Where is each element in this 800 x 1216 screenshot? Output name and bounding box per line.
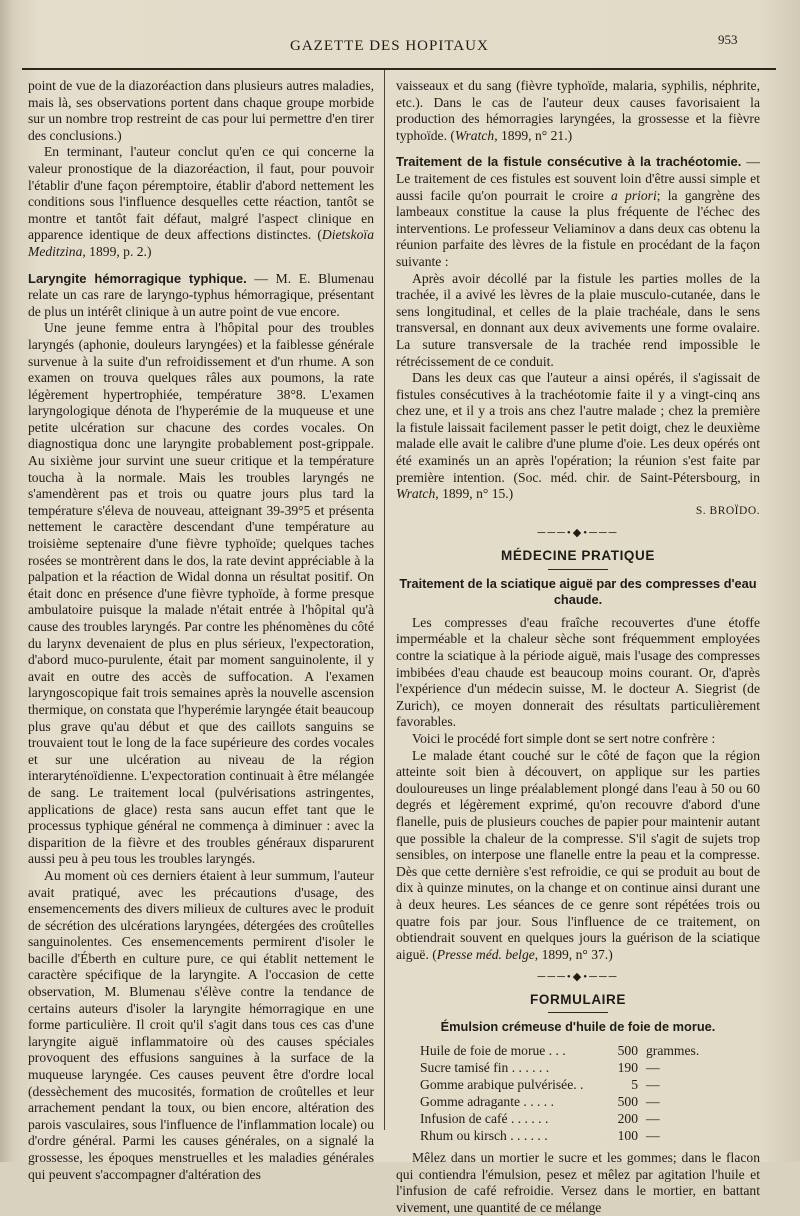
ingredient-name: Sucre tamisé fin . . . . . .	[420, 1060, 550, 1076]
paragraph	[396, 370, 760, 503]
text-italic: a priori	[610, 187, 657, 203]
source-citation: Presse méd. belge	[436, 946, 535, 962]
ingredient-unit: —	[646, 1077, 660, 1093]
page-number: 953	[718, 32, 738, 47]
short-rule	[548, 1012, 608, 1013]
text: , 1899, n° 15.)	[435, 486, 514, 502]
ingredient-unit: grammes.	[646, 1043, 700, 1059]
ingredient-name: Infusion de café . . . . . .	[420, 1111, 549, 1127]
header-rule	[22, 68, 776, 70]
text: ; la gangrène des lambeaux constitue la cause la plus fréquente de l'échec des interventions. Le professeur Veliaminov a dans deux cas obtenu la réunion parfaite des lèvres de la fistule en procédant de la façon suivante :	[396, 187, 760, 269]
text: , 1899, n° 37.)	[534, 946, 613, 962]
recipe-row	[420, 1093, 760, 1110]
recipe-row	[420, 1076, 760, 1093]
ingredient-name: Gomme arabique pulvérisée. .	[420, 1077, 584, 1093]
ingredient-qty: 5	[631, 1077, 638, 1093]
recipe-row	[420, 1042, 760, 1059]
paragraph	[396, 78, 760, 144]
page-header-title: GAZETTE DES HOPITAUX	[290, 38, 489, 54]
ingredient-qty: 100	[617, 1128, 638, 1144]
article-title: Traitement de la fistule consécutive à la trachéotomie.	[396, 154, 742, 170]
short-rule	[548, 569, 608, 570]
author-signature: S. BROÏDO.	[695, 504, 760, 517]
text: vaisseaux et du sang (fièvre typhoïde, malaria, syphilis, néphrite, etc.). Dans le cas de l'auteur deux causes favorisaient la production des hémorragies laryngées, la grossesse et la fièvre typhoïde. (	[396, 78, 760, 143]
text: En terminant, l'auteur conclut qu'en ce qui concerne la valeur pronostique de la diazoréaction, il faut, pour pouvoir l'établir d'une façon péremptoire, établir d'abord nettement les conditions sous l'influence desquelles cette réaction, tantôt se montre et tantôt fait défaut, malgré l'aspect clinique en apparence identique de deux affections distinctes. (	[28, 144, 374, 243]
paragraph: Après avoir décollé par la fistule les parties molles de la trachée, il a avivé les lèvres de la plaie musculo-cutanée, dans le sens longitudinal, et celles de la plaie trachéale, dans le sens transversal, en donnant aux deux avivements une forme ovalaire. La suture transversale de la trachée rend impossible le rétrécissement de ce conduit.	[396, 270, 760, 369]
recipe-row	[420, 1127, 760, 1144]
paragraph: Voici le procédé fort simple dont se sert notre confrère :	[412, 730, 716, 746]
recipe-title: Émulsion crémeuse d'huile de foie de morue.	[440, 1019, 716, 1035]
source-citation: Dietskoïa Meditzina	[28, 227, 374, 259]
article-lead	[28, 271, 374, 321]
left-column	[28, 78, 374, 1183]
ingredient-qty: 190	[617, 1060, 638, 1076]
ingredient-unit: —	[646, 1060, 660, 1076]
ingredient-unit: —	[646, 1094, 660, 1110]
column-divider	[384, 70, 385, 1130]
text: , 1899, p. 2.)	[82, 243, 152, 259]
ingredient-qty: 500	[617, 1094, 638, 1110]
article-title: Traitement de la sciatique aiguë par des compresses d'eau chaude.	[399, 575, 757, 608]
ornament-divider: ───•◆•───	[537, 971, 619, 984]
paragraph: Les compresses d'eau fraîche recouvertes d'une étoffe imperméable et la chaleur sèche sont fréquemment employées contre la sciatique à la période aiguë, mais l'usage des compresses imbibées d'eau chaude est beaucoup moins courant. Or, d'après l'expérience d'un médecin suisse, M. le docteur A. Siegrist (de Zurich), ce moyen donnerait des résultats particulièrement favorables.	[396, 614, 760, 730]
paragraph: Une jeune femme entra à l'hôpital pour des troubles laryngés (aphonie, douleurs laryngées) et la faiblesse générale survenue à la suite d'un refroidissement et d'un rhume. A son examen on trouva quelques râles aux poumons, la rate légèrement hypertrophiée, température 38°8. L'examen laryngologique dénota de l'hyperémie de la muqueuse et une petite ulcération sur chacune des cordes vocales. On diagnostiqua donc une laryngite probablement post-grippale. Au sixième jour survint une sueur critique et la température toucha à la normale. Mais les troubles laryngés ne s'amendèrent pas et trois ou quatre jours plus tard la température s'éleva de nouveau, atteignant 39-39°5 et présenta nettement le caractère descendant d'une température au troisième septenaire d'une fièvre typhoïde; quelques taches rosées se montrèrent dans le dos, la rate devint appréciable à la palpation et la réaction de Widal donna un résultat positif. On était donc en présence d'une fièvre typhoïde, à forme presque ambulatoire puisque la malade n'était entrée à l'hôpital qu'à cause des troubles laryngés. Par contre les phénomènes du côté du larynx devenaient de plus en plus sérieux, l'expectoration, d'abord muco-purulente, était par moment sanguinolente, il y avait en outre des accès de suffocation. A l'examen laryngoscopique fait trois semaines après la nouvelle ascension thermique, on constata que l'hyperémie laryngée était beaucoup plus grave qu'au début et que des caillots sanguins se trouvaient tout le long de la face supérieure des cordes vocales et sur une ulcération au niveau de la région interaryténoïdienne. L'expectoration continuait à être mélangée de sang. Le traitement local (pulvérisations astringentes, applications de glace) resta sans aucun effet tant que le processus typhique général ne commença à diminuer : avec la disparition de la fièvre et des troubles généraux disparurent aussi peu à peu tous les troubles laryngés.	[28, 320, 374, 867]
ingredient-qty: 200	[617, 1111, 638, 1127]
section-title: MÉDECINE PRATIQUE	[501, 548, 655, 564]
article-lead	[396, 154, 760, 270]
text: Dans les deux cas que l'auteur a ainsi opérés, il s'agissait de fistules consécutives à la trachéotomie faite il y a vingt-cinq ans chez une, et il y a trois ans chez l'autre malade ; chez la première la fistule laissait facilement passer le petit doigt, chez le deuxième malade elle avait le calibre d'une plume d'oie. Les deux opérés ont été examinés un an après l'opération; la réunion s'est faite par première intention. (Soc. méd. chir. de Saint-Pétersbourg, in	[396, 370, 760, 485]
recipe-list	[420, 1042, 760, 1144]
paragraph	[28, 144, 374, 260]
ingredient-name: Huile de foie de morue . . .	[420, 1043, 566, 1059]
paragraph: Mêlez dans un mortier le sucre et les gommes; dans le flacon qui contiendra l'émulsion, pesez et mêlez par agitation l'huile et l'infusion de café refroidie. Versez dans le mortier, en battant vivement, une quantité de ce mélange	[396, 1150, 760, 1215]
paragraph: point de vue de la diazoréaction dans plusieurs autres maladies, mais là, ses observations portent dans chaque groupe morbide sur un nombre trop restreint de cas pour lui permettre d'en tirer des conclusions.)	[28, 78, 374, 143]
ingredient-name: Rhum ou kirsch . . . . . .	[420, 1128, 548, 1144]
ingredient-qty: 500	[617, 1043, 638, 1059]
ornament-divider: ───•◆•───	[537, 527, 619, 540]
paragraph: Au moment où ces derniers étaient à leur summum, l'auteur avait pratiqué, avec les précautions d'usage, des ensemencements des divers milieux de cultures avec le produit de sécrétion des ulcérations laryngées, détergées des croûtelles sanguinolentes. Ces ensemencements permirent d'isoler le bacille d'Éberth en culture pure, ce qui établit nettement le caractère spécifique de la laryngite. A l'occasion de cette observation, M. Blumenau s'élève contre la tendance de certains auteurs d'isoler la laryngite hémorragique en une forme particulière. Il croit qu'il s'agit dans tous ces cas d'une laryngite aiguë inflammatoire où des causes spéciales provoquent des effusions sanguines à la surface de la muqueuse laryngée. Ces causes peuvent être d'ordre local (dessèchement des mucosités, formation de croûtelles et leur arrachement pendant la toux, ou bien encore, altération des parois vasculaires, sous l'influence de l'inflammation locale) ou d'ordre général. Parmi les causes générales, on a signalé la grossesse, les époques menstruelles et les maladies générales qui peuvent s'accompagner d'altération des	[28, 867, 374, 1182]
source-citation: Wratch	[454, 127, 495, 143]
ingredient-name: Gomme adragante . . . . .	[420, 1094, 555, 1110]
source-citation: Wratch	[396, 486, 436, 502]
ingredient-unit: —	[646, 1111, 660, 1127]
recipe-row	[420, 1059, 760, 1076]
paragraph	[396, 748, 760, 964]
text: — Le traitement de ces fistules est souvent loin d'être aussi simple et aussi facile qu'on pourrait le croire	[396, 154, 761, 203]
ingredient-unit: —	[646, 1128, 660, 1144]
article-title: Laryngite hémorragique typhique.	[28, 270, 247, 286]
text: , 1899, n° 21.)	[494, 127, 573, 143]
right-column	[396, 78, 760, 1216]
recipe-row	[420, 1110, 760, 1127]
text: Le malade étant couché sur le côté de façon que la région atteinte soit bien à découvert, on applique sur les parties douloureuses un linge préalablement plongé dans l'eau à 50 ou 60 degrés et légèrement exprimé, qu'on recouvre d'abord d'une flanelle, puis de plusieurs couches de papier pour maintenir autant que possible la chaleur de la compresse. S'il s'agit de sujets trop sensibles, on interpose une flanelle entre la peau et la compresse. Dès que cette dernière s'est refroidie, ce qui se produit au bout de dix à quinze minutes, on la change et on continue ainsi durant une à deux heures. Les séances de ce genre sont répétées trois ou quatre fois par jour. Sous l'influence de ce traitement, on obtiendrait souvent en quelques jours la guérison de la sciatique aiguë. (	[396, 747, 760, 962]
section-title: FORMULAIRE	[530, 991, 626, 1007]
text: — M. E. Blumenau relate un cas rare de laryngo-typhus hémorragique, présentant de plus un intérêt clinique à un autre point de vue encore.	[28, 270, 374, 319]
